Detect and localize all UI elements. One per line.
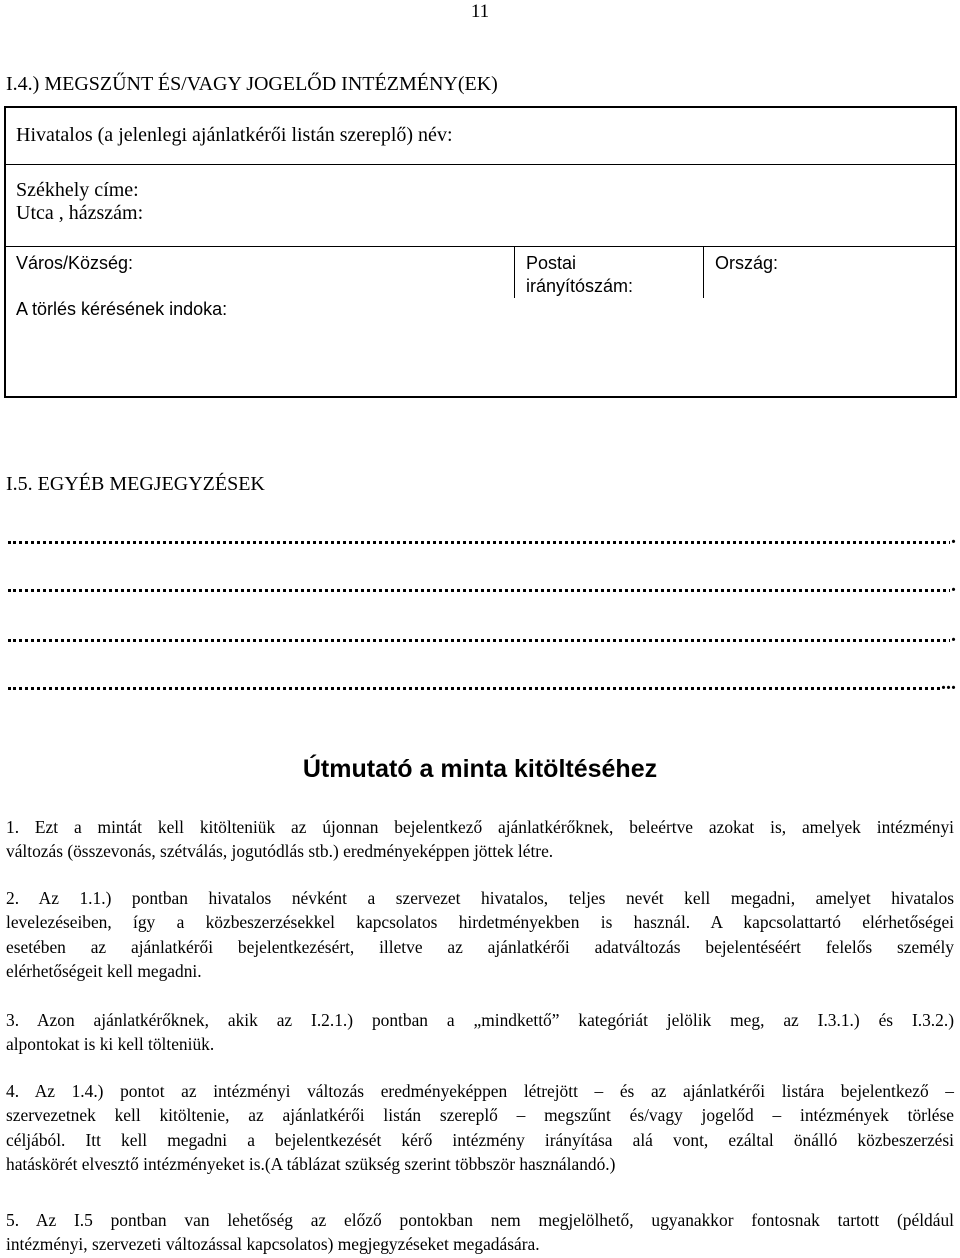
notes-dotted-line-1[interactable] — [8, 524, 956, 548]
notes-dotted-line-3[interactable] — [8, 622, 956, 646]
dot-line-end: ... — [941, 672, 956, 694]
guide-paragraph-5 — [6, 1208, 954, 1257]
paragraph-line: levelezéseiben, így a közbeszerzésekkel kapcsolatos hirdetményekben is használ. A kapcsolattartó elérhetőségei — [6, 912, 954, 933]
institution-form-table — [4, 106, 957, 398]
dot-line-end: . — [951, 574, 956, 596]
paragraph-line: 5. Az I.5 pontban van lehetőség az előző pontokban nem megjelölhető, ugyanakkor fontosnak tartott (például — [6, 1210, 954, 1230]
postal-code-label-line2: irányítószám: — [526, 276, 634, 296]
address-header-label: Székhely címe: — [16, 179, 139, 201]
section-i5-title: I.5. EGYÉB MEGJEGYZÉSEK — [6, 473, 265, 495]
postal-code-label-line1: Postai — [526, 253, 577, 273]
country-label: Ország: — [715, 253, 779, 273]
dot-line-end: . — [951, 526, 956, 548]
section-i4-title: I.4.) MEGSZŰNT ÉS/VAGY JOGELŐD INTÉZMÉNY(EK) — [6, 73, 498, 95]
city-label: Város/Község: — [16, 253, 134, 273]
paragraph-line: alpontokat is ki kell tölteniük. — [6, 1034, 215, 1055]
deletion-reason-row[interactable] — [6, 298, 955, 396]
paragraph-line: intézményi, szervezeti változással kapcsolatos) megjegyzéseket megadására. — [6, 1234, 540, 1255]
guide-paragraph-1 — [6, 815, 954, 864]
paragraph-line: 1. Ezt a mintát kell kitölteniük az újonnan bejelentkező ajánlatkérőknek, beleértve azokat is, amelyek intézményi — [6, 817, 954, 837]
official-name-row[interactable] — [6, 108, 955, 165]
postal-divider — [514, 246, 515, 298]
deletion-reason-label: A törlés kérésének indoka: — [16, 299, 228, 319]
paragraph-line: 3. Azon ajánlatkérőknek, akik az I.2.1.) pontban a „mindkettő” kategóriát jelölik meg, az I.3.1.) és I.3.2.) — [6, 1010, 954, 1030]
address-row[interactable] — [6, 164, 955, 247]
paragraph-line: esetében az ajánlatkérői bejelentkezésért, illetve az ajánlatkérői adatváltozás bejelentéséért felelős személy — [6, 936, 954, 957]
guide-paragraph-3 — [6, 1008, 954, 1057]
street-label: Utca , házszám: — [16, 202, 144, 224]
notes-dotted-line-2[interactable] — [8, 572, 956, 596]
guide-paragraph-4 — [6, 1079, 954, 1176]
paragraph-line: szervezetnek kell kitöltenie, az ajánlatkérői listán szereplő – megszűnt és/vagy jogelőd – intézmények törlése — [6, 1105, 954, 1126]
official-name-label: Hivatalos (a jelenlegi ajánlatkérői listán szereplő) név: — [16, 124, 453, 146]
paragraph-line: 2. Az 1.1.) pontban hivatalos névként a szervezet hivatalos, teljes nevét kell megadni, amelyet hivatalos — [6, 888, 954, 908]
guide-title: Útmutató a minta kitöltéséhez — [302, 755, 658, 783]
country-divider — [703, 246, 704, 298]
paragraph-line: elérhetőségeit kell megadni. — [6, 960, 202, 981]
page-number: 11 — [470, 1, 490, 22]
notes-dotted-line-4[interactable] — [8, 670, 956, 694]
paragraph-line: 4. Az 1.4.) pontot az intézményi változás eredményeképpen létrejött – és az ajánlatkérői listára bejelentkező – — [6, 1081, 954, 1101]
paragraph-line: változás (összevonás, szétválás, jogutódlás stb.) eredményeképpen jöttek létre. — [6, 841, 554, 862]
city-postal-country-row — [6, 246, 955, 298]
guide-paragraph-2 — [6, 886, 954, 983]
paragraph-line: céljából. Itt kell megadni a bejelentkezését kérő intézmény irányítása alá vont, ezáltal önálló közbeszerzési — [6, 1129, 954, 1150]
dot-line-end: . — [951, 624, 956, 646]
paragraph-line: hatáskörét elvesztő intézményeket is.(A táblázat szükség szerint többször használandó.) — [6, 1153, 616, 1174]
